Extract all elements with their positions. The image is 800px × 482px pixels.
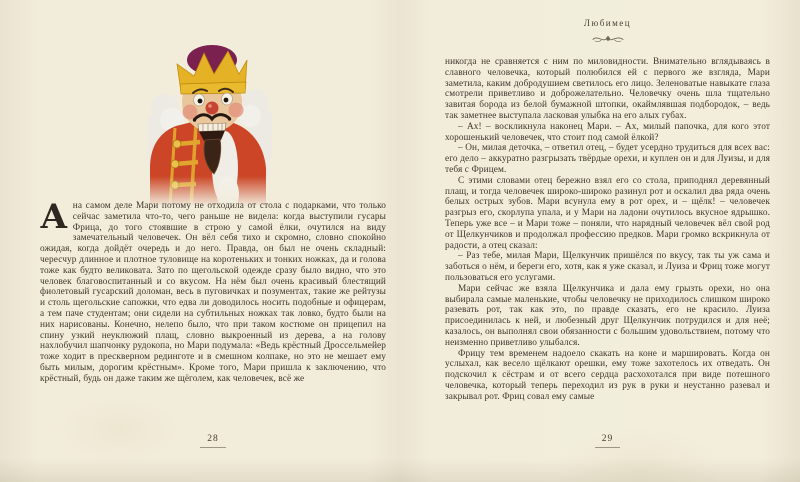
drop-cap: А [40, 197, 68, 237]
page-right [400, 0, 800, 482]
right-page-text [445, 57, 770, 403]
page-number-left [40, 434, 386, 448]
paragraph: – Он, милая деточка, – ответил отец, – будет усердно трудиться для всех вас: его дело – аккуратно разгрызать твёрдые орехи, и куплен он и для Луизы, и для тебя с Фрицем. [445, 143, 770, 175]
left-page-text [40, 197, 386, 385]
left-paragraph-text: на самом деле Мари потому не отходила от стола с подарками, что только сейчас заметила что-то, чего раньше не видела: когда выступили гусары Фрица, до того стоявшие в строю у самой ёлки, очутился на виду замечательный человечек. Он вёл себя тихо и скромно, словно спокойно ожидая, когда дойдёт очередь и до него. Правда, он был не очень складный: чересчур длинное и плотное туловище на коротеньких и тонких ножках, да и голова тоже как будто великовата. Зато по щегольской одежде сразу было видно, что это человек благовоспитанный и со вкусом. На нём был очень красивый блестящий фиолетовый гусарский доломан, весь в пуговичках и позументах, такие же рейтузы и столь щегольские сапожки, что едва ли доводилось носить подобные и офицерам, а тем паче студентам; они сидели на субтильных ножках так ловко, будто были на них нарисованы. Конечно, нелепо было, что при таком костюме он прицепил на спину узкий неуклюжий плащ, словно выкроенный из дерева, а на голову нахлобучил шапчонку рудокопа, но Мари подумала: «Ведь крёстный Дроссельмейер тоже ходит в прескверном рединготе и в смешном колпаке, но это не мешает ему быть милым, дорогим крёстным». Кроме того, Мари пришла к заключению, что крёстный, будь он даже таким же щёголем, как человечек, всё же [40, 201, 386, 384]
paragraph: никогда не сравняется с ним по миловидности. Внимательно вглядываясь в славного человечка, который полюбился ей с первого же взгляда, Мари заметила, каким добродушием светилось его лицо. Зеленоватые навыкате глаза смотрели приветливо и доброжелательно. Человечку очень шла тщательно завитая борода из белой бумажной штопки, окаймлявшая подбородок, – ведь так заметнее выступала ласковая улыбка на его алых губах. [445, 57, 770, 121]
paragraph: – Раз тебе, милая Мари, Щелкунчик пришёлся по вкусу, так ты уж сама и заботься о нём, и береги его, хотя, как я уже сказал, и Луиза и Фриц тоже могут пользоваться его услугами. [445, 251, 770, 283]
nose [206, 102, 219, 115]
paragraph: Мари сейчас же взяла Щелкунчика и дала ему грызть орехи, но она выбирала самые маленькие, чтобы человечку не приходилось слишком широко разевать рот, так как это, по правде сказать, его не красило. Луиза присоединилась к ней, и любезный друг Щелкунчик потрудился и для неё; казалось, он выполнял свои обязанности с большим удовольствием, потому что неизменно приветливо улыбался. [445, 283, 770, 348]
paragraph: Фрицу тем временем надоело скакать на коне и маршировать. Когда он услыхал, как весело щёлкают орешки, ему тоже захотелось их отведать. Он подскочил к сёстрам и от всего сердца расхохотался при виде потешного человечка, который теперь переходил из рук в руки и неустанно разевал и закрывал рот. Фриц совал ему самые [445, 348, 770, 402]
left-paragraph [40, 197, 386, 385]
page-number-right [445, 434, 770, 448]
nutcracker-image [148, 36, 272, 206]
page-number-right-value: 29 [595, 434, 621, 448]
paragraph: – Ах! – воскликнула наконец Мари. – Ах, милый папочка, для кого этот хорошенький человечек, что стоит под самой ёлкой? [445, 121, 770, 143]
running-head: Любимец [583, 18, 632, 28]
page-number-left-value: 28 [200, 434, 226, 448]
header-ornament-icon [445, 34, 770, 44]
paragraph: С этими словами отец бережно взял его со стола, приподнял деревянный плащ, и тогда человечек широко-широко разинул рот и оскалил два ряда очень белых острых зубов. Мари всунула ему в рот орех, и – щёлк! – человечек разгрыз его, скорлупа упала, и у Мари на ладони очутилось вкусное ядрышко. Теперь уже все – и Мари тоже – поняли, что нарядный человечек вёл свой род от Щелкунчиков и продолжал профессию предков. Мари громко вскрикнула от радости, а отец сказал: [445, 175, 770, 251]
nutcracker-illustration [148, 36, 272, 206]
